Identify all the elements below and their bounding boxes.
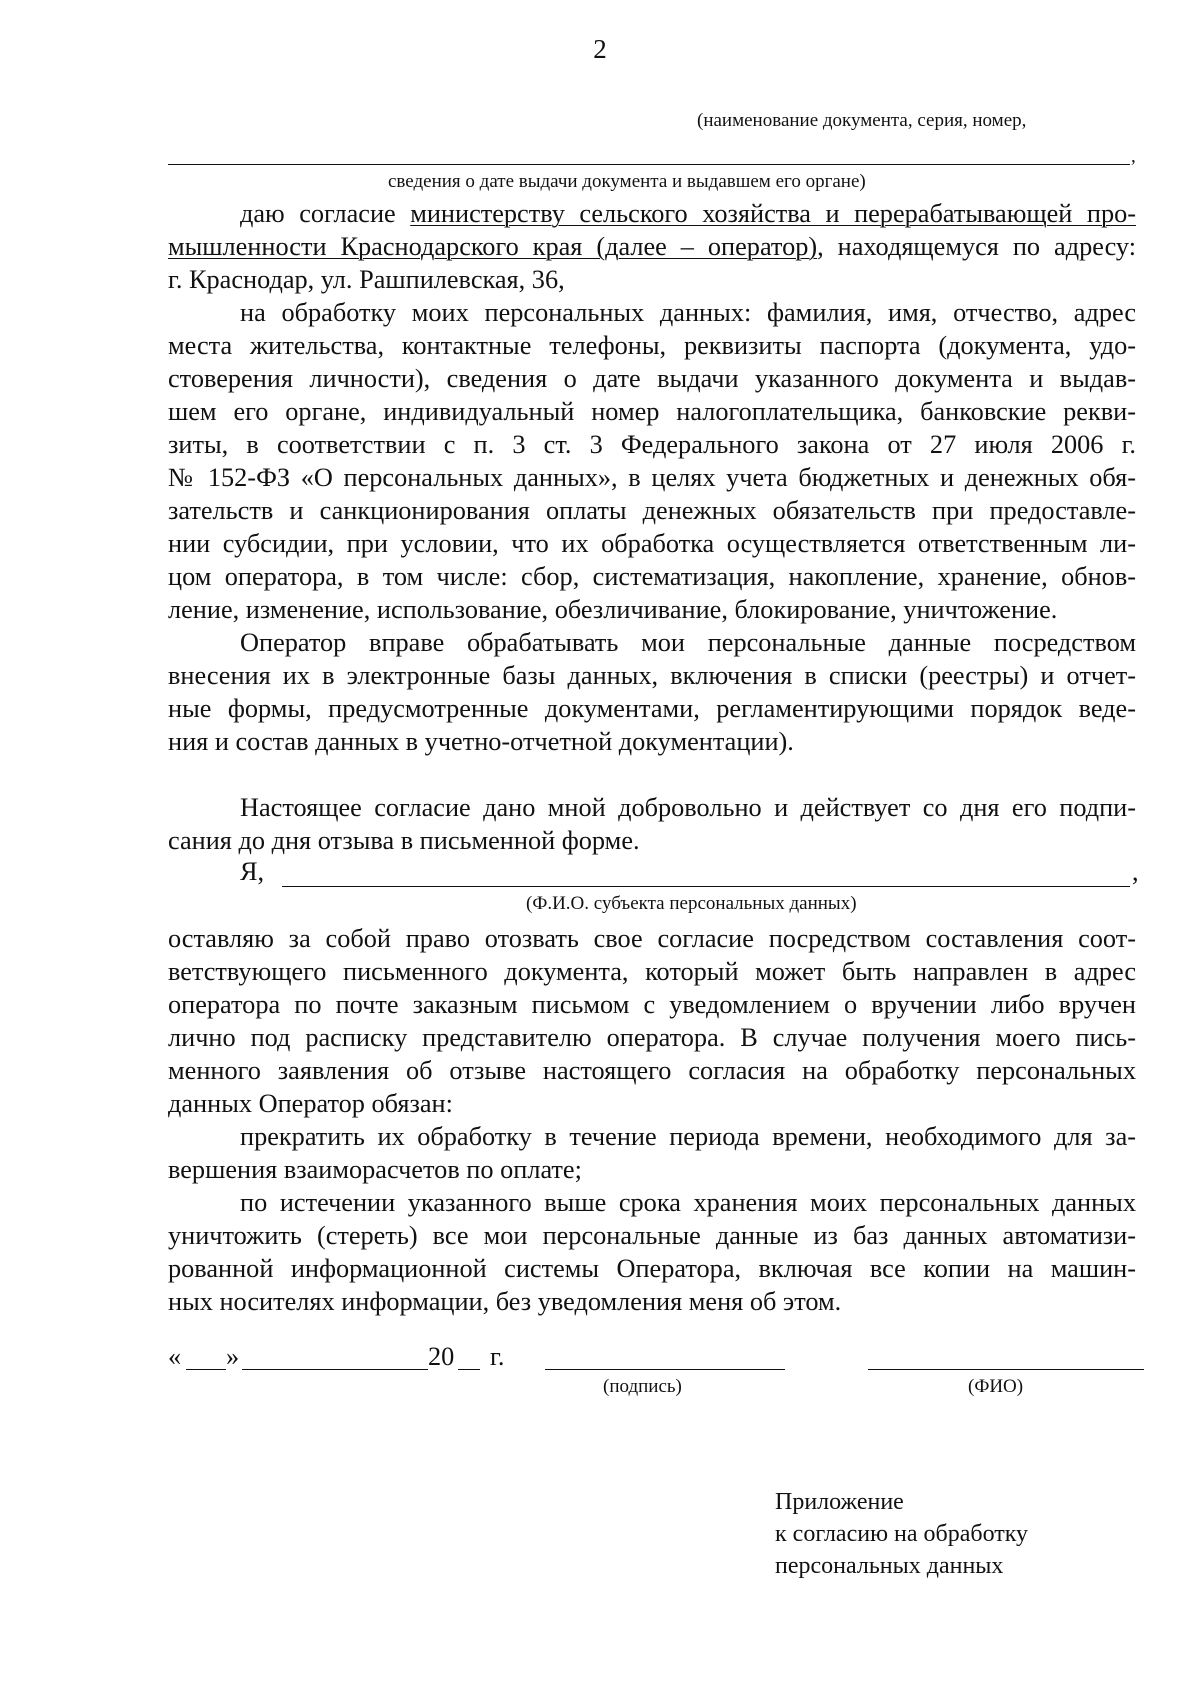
text-line: менного заявления об отзыве настоящего согласия на обработку персональных [168, 1056, 1136, 1085]
date-year-line[interactable] [458, 1369, 480, 1370]
text-line: лично под расписку представителю оператора. В случае получения моего пись- [168, 1023, 1136, 1052]
date-month-line[interactable] [242, 1369, 428, 1370]
consent-tail: , находящемуся по адресу: [817, 232, 1136, 261]
text-line: Настоящее согласие дано мной добровольно и действует со дня его подпи- [240, 793, 1136, 822]
consent-line-2 [168, 230, 1136, 263]
fio-signature-line[interactable] [868, 1369, 1144, 1370]
fio-signature-caption: (ФИО) [968, 1376, 1024, 1397]
page-number: 2 [593, 34, 607, 64]
text-line: сания до дня отзыва в письменной форме. [168, 826, 640, 855]
annex-line-1: Приложение [775, 1489, 904, 1515]
text-line: ление, изменение, использование, обезличивание, блокирование, уничтожение. [168, 595, 1058, 624]
text-line: рованной информационной системы Оператора, включая все копии на машин- [168, 1254, 1136, 1283]
text-line: ния и состав данных в учетно-отчетной документации). [168, 727, 794, 756]
text-line: зиты, в соответствии с п. 3 ст. 3 Федерального закона от 27 июля 2006 г. [168, 430, 1136, 459]
text-line: стоверения личности), сведения о дате выдачи указанного документа и выдав- [168, 364, 1136, 393]
annex-note [775, 1486, 1095, 1582]
operator-name-part-1: министерству сельского хозяйства и перерабатывающей про- [410, 199, 1136, 228]
annex-line-2: к согласию на обработку [775, 1521, 1029, 1547]
operator-name-part-2: мышленности Краснодарского края (далее – оператор) [168, 232, 818, 261]
text-line: шем его органе, индивидуальный номер налогоплательщика, банковские рекви- [168, 397, 1136, 426]
text-line: места жительства, контактные телефоны, реквизиты паспорта (документа, удо- [168, 331, 1136, 360]
date-quote-close: » [226, 1342, 240, 1371]
text-line: оставляю за собой право отозвать свое согласие посредством составления соот- [168, 924, 1136, 953]
voluntary-paragraph [168, 791, 1136, 857]
text-line: ных носителях информации, без уведомления меня об этом. [168, 1287, 842, 1316]
text-line: вершения взаиморасчетов по оплате; [168, 1155, 582, 1184]
document-line [168, 164, 1130, 165]
date-year-prefix: 20 [428, 1342, 455, 1371]
date-day-line[interactable] [186, 1369, 226, 1370]
text-line: нии субсидии, при условии, что их обработка осуществляется ответственным ли- [168, 529, 1136, 558]
revoke-paragraph [168, 922, 1136, 1120]
text-line: уничтожить (стереть) все мои персональные данные из баз данных автоматизи- [168, 1221, 1136, 1250]
ya-comma: , [1132, 857, 1139, 886]
header-caption-1: (наименование документа, серия, номер, [697, 110, 1027, 131]
destroy-data-paragraph [168, 1186, 1136, 1318]
consent-line-1 [168, 197, 1136, 230]
fio-caption: (Ф.И.О. субъекта персональных данных) [526, 893, 857, 914]
header-caption-2: сведения о дате выдачи документа и выдавшем его органе) [388, 171, 866, 192]
text-line: зательств и санкционирования оплаты денежных обязательств при предоставле- [168, 496, 1136, 525]
date-quote-open: « [168, 1342, 182, 1371]
text-line: цом оператора, в том числе: сбор, систематизация, накопление, хранение, обнов- [168, 562, 1136, 591]
stop-processing-paragraph [168, 1120, 1136, 1186]
text-line: на обработку моих персональных данных: фамилия, имя, отчество, адрес [240, 298, 1136, 327]
operator-paragraph [168, 626, 1136, 758]
text-line: данных Оператор обязан: [168, 1089, 453, 1118]
ya-label: Я, [240, 857, 265, 886]
text-line: внесения их в электронные базы данных, включения в списки (реестры) и отчет- [168, 661, 1136, 690]
consent-lead: даю согласие [240, 199, 411, 228]
text-line: ные формы, предусмотренные документами, регламентирующими порядок веде- [168, 694, 1136, 723]
text-line: прекратить их обработку в течение периода времени, необходимого для за- [240, 1122, 1136, 1151]
text-line: по истечении указанного выше срока хранения моих персональных данных [240, 1188, 1136, 1217]
header-comma: , [1131, 146, 1136, 167]
signature-caption: (подпись) [603, 1376, 682, 1397]
text-line: № 152-ФЗ «О персональных данных», в целях учета бюджетных и денежных обя- [168, 463, 1136, 492]
fio-input-line[interactable] [282, 886, 1130, 887]
signature-line[interactable] [545, 1369, 785, 1370]
processing-paragraph [168, 296, 1136, 626]
annex-line-3: персональных данных [775, 1553, 1004, 1579]
text-line: оператора по почте заказным письмом с уведомлением о вручении либо вручен [168, 990, 1136, 1019]
consent-address: г. Краснодар, ул. Рашпилевская, 36, [168, 265, 565, 294]
consent-paragraph [168, 197, 1136, 296]
date-year-suffix: г. [490, 1342, 505, 1371]
text-line: Оператор вправе обрабатывать мои персональные данные посредством [240, 628, 1136, 657]
text-line: ветствующего письменного документа, который может быть направлен в адрес [168, 957, 1136, 986]
